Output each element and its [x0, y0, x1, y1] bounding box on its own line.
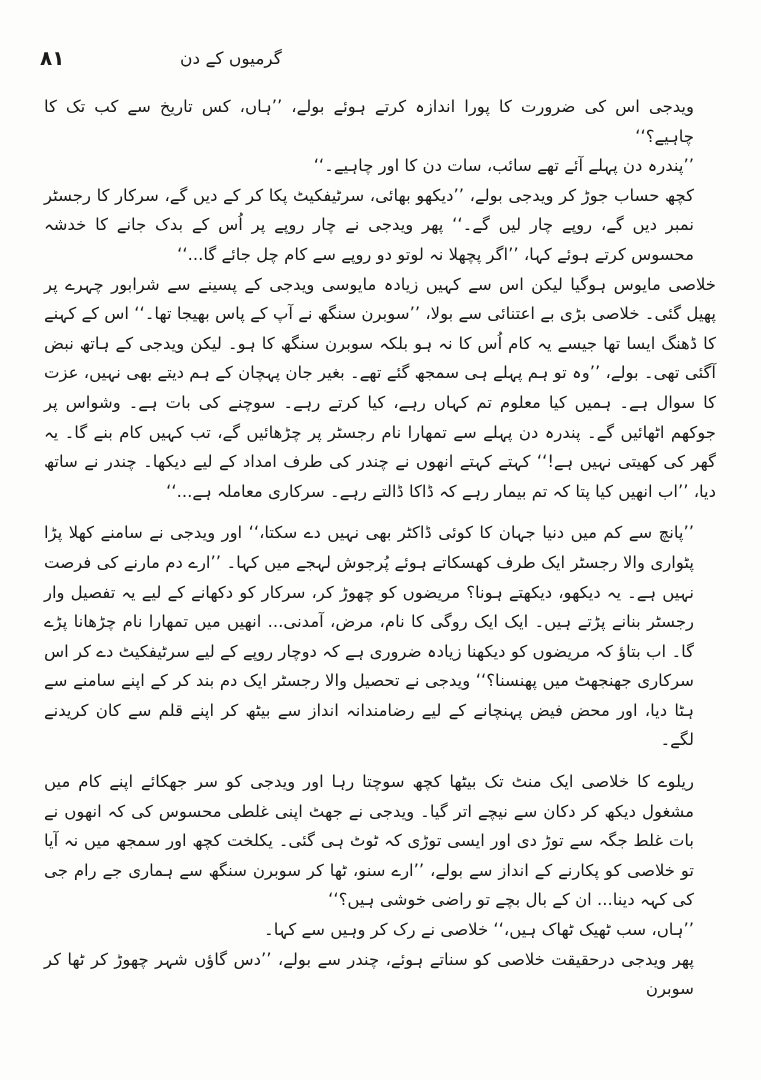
page-number: ٨١ — [40, 46, 65, 70]
paragraph: کچھ حساب جوڑ کر ویدجی بولے، ’’دیکھو بھائی، سرٹیفکیٹ پکا کر کے دیں گے، سرکار کا رجسٹر نمبر دیں گے، روپے چار لیں گے۔‘‘ پھر ویدجی نے چار روپے پر اُس کے بدک جانے کا خدشہ محسوس کرتے ہوئے کہا، ’’اگر پچھلا نہ لوتو دو روپے سے کام چل جائے گا...‘‘ — [44, 185, 694, 264]
body-text — [44, 92, 716, 1004]
paragraph: ’’پندرہ دن پہلے آئے تھے سائب، سات دن کا اور چاہیے۔‘‘ — [313, 156, 694, 176]
paragraph: ریلوے کا خلاصی ایک منٹ تک بیٹھا کچھ سوچتا رہا اور ویدجی کو سر جھکائے اپنے کام میں مشغول دیکھ کر دکان سے نیچے اتر گیا۔ ویدجی نے جھٹ اپنی غلطی محسوس کی کہ انھوں نے بات غلط جگہ سے توڑ دی اور ایسی توڑی کہ ٹوٹ ہی گئی۔ یکلخت کچھ اور سمجھ میں نہ آیا تو خلاصی کو پکارنے کے انداز سے بولے، ’’ارے سنو، ٹھا کر سوبرن سنگھ سے ہماری جے رام جی کی کہہ دینا... ان کے بال بچے تو راضی خوشی ہیں؟‘‘ — [44, 772, 694, 910]
paragraph: ’’ہاں، سب ٹھیک ٹھاک ہیں،‘‘ خلاصی نے رک کر وہیں سے کہا۔ — [264, 920, 694, 940]
paragraph: خلاصی مایوس ہوگیا لیکن اس سے کہیں زیادہ مایوسی ویدجی کے پسینے سے شرابور چہرے پر پھیل گئی۔ خلاصی بڑی بے اعتنائی سے بولا، ’’سوبرن سنگھ نے آپ کے پاس بھیجا تھا۔‘‘ اس کے کہنے کا ڈھنگ ایسا تھا جیسے یہ کام اُس کا نہ ہو بلکہ سوبرن سنگھ کا ہو۔ لیکن ویدجی کے ہاتھ نبض آگئی تھی۔ بولے، ’’وہ تو ہم پہلے ہی سمجھ گئے تھے۔ بغیر جان پہچان کے ہم دیتے بھی نہیں، عزت کا سوال ہے۔ ہمیں کیا معلوم تم کہاں رہے، کیا کرتے رہے۔ سوچنے کی بات ہے۔ وشواس پر جوکھم اٹھائیں گے۔ پندرہ دن پہلے سے تمھارا نام رجسٹر پر چڑھائیں گے، تب کہیں کام بنے گا۔ یہ گھر کی کھیتی نہیں ہے!‘‘ کہتے کہتے انھوں نے چندر کی طرف امداد کے لیے دیکھا۔ چندر نے ساتھ دیا، ’’اب انھیں کیا پتا کہ تم بیمار رہے کہ ڈاکا ڈالتے رہے۔ سرکاری معاملہ ہے...‘‘ — [44, 274, 716, 501]
paragraph: پھر ویدجی درحقیقت خلاصی کو سناتے ہوئے، چندر سے بولے، ’’دس گاؤں شہر چھوڑ کر ٹھا کر سوبرن — [44, 949, 694, 999]
running-title: گرمیوں کے دن — [180, 49, 282, 69]
paragraph: ’’پانچ سے کم میں دنیا جہان کا کوئی ڈاکٹر بھی نہیں دے سکتا،‘‘ اور ویدجی نے سامنے کھلا پڑا پٹواری والا رجسٹر ایک طرف کھسکاتے ہوئے پُرجوش لہجے میں کہا۔ ’’ارے دم مارنے کی فرصت نہیں ہے۔ یہ دیکھو، دیکھتے ہونا؟ مریضوں کو چھوڑ کر، سرکار کو دکھانے کے لیے یہ تفصیل وار رجسٹر بنانے پڑتے ہیں۔ ایک ایک روگی کا نام، مرض، آمدنی... انھیں میں تمھارا نام چڑھانا پڑے گا۔ اب بتاؤ کہ مریضوں کو دیکھنا زیادہ ضروری ہے کہ دوچار روپے کے لیے سرٹیفکیٹ دے کر اس سرکاری جھنجھٹ میں پھنسنا؟‘‘ ویدجی نے تحصیل والا رجسٹر ایک دم بند کر کے اپنے سامنے سے ہٹا دیا، اور محض فیض پہنچانے کے لیے رضامندانہ انداز سے بیٹھ کر اپنے قلم سے کان کریدنے لگے۔ — [44, 523, 694, 750]
paragraph: ویدجی اس کی ضرورت کا پورا اندازہ کرتے ہوئے بولے، ’’ہاں، کس تاریخ سے کب تک کا چاہیے؟‘‘ — [44, 97, 694, 146]
page-header — [40, 46, 721, 76]
